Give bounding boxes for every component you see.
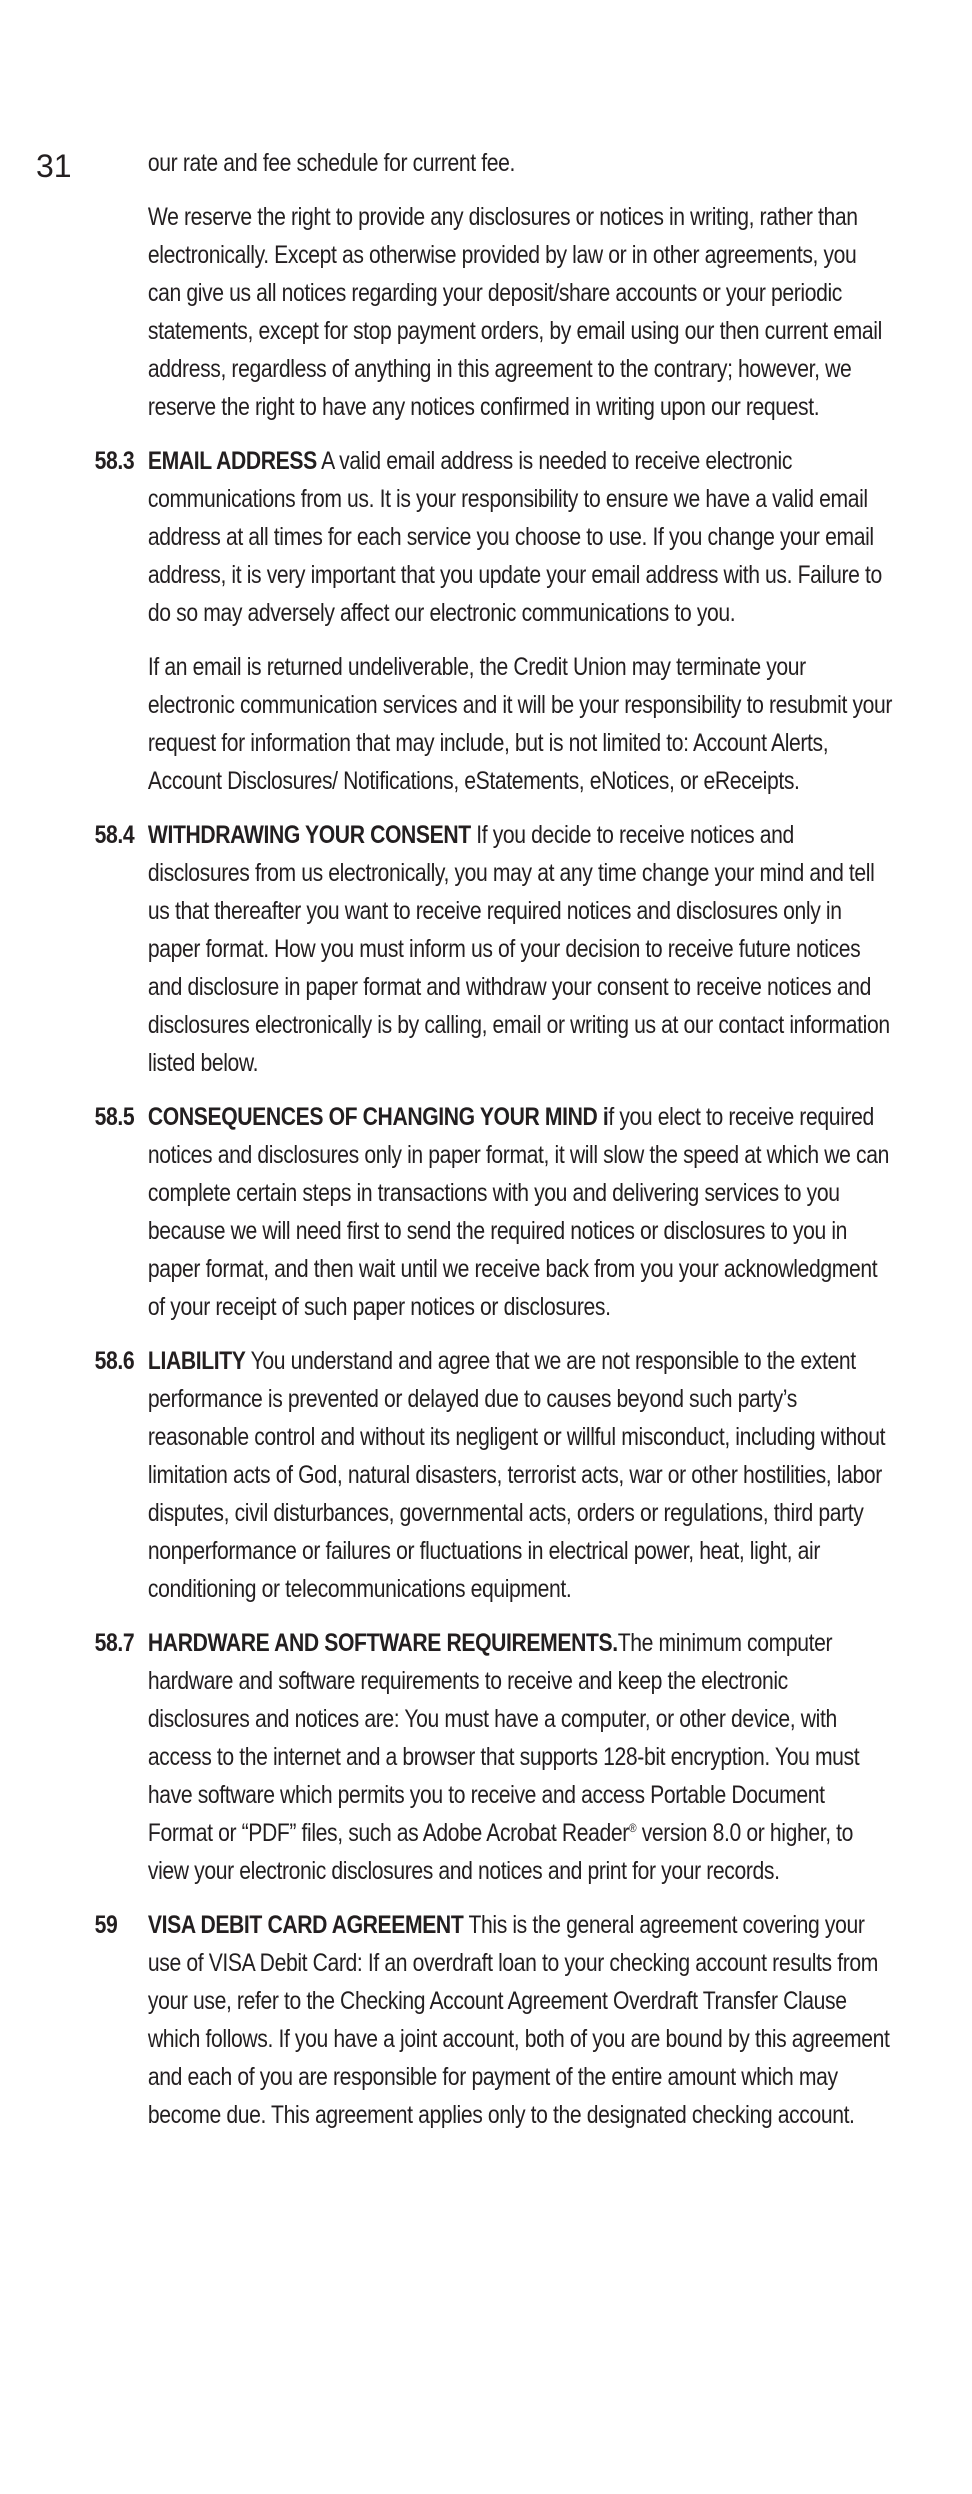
section-58-3-continued	[0, 649, 955, 801]
section-body: This is the general agreement covering your use of VISA Debit Card: If an overdraft loan to your checking account results from your use, refer to the Checking Account Agreement Overdraft Transfer Clause which follows. If you have a joint account, both of you are bound by this agreement and each of you are responsible for payment of the entire amount which may become due. This agreement applies only to the designated checking account.	[147, 1912, 890, 2129]
section-58-7	[0, 1625, 955, 1891]
section-number: 59	[94, 1912, 118, 1939]
section-58-4	[0, 817, 955, 1083]
section-number: 58.4	[94, 822, 135, 849]
intro-line: our rate and fee schedule for current fee.	[147, 150, 515, 177]
section-body: The minimum computer hardware and software requirements to receive and keep the electronic disclosures and notices are: You must have a computer, or other device, with access to the internet and a browser that supports 128-bit encryption. You must have software which permits you to receive and access Portable Document Format or “PDF” files, such as Adobe Acrobat Reader	[147, 1630, 860, 1847]
section-body: You understand and agree that we are not responsible to the extent performance is prevented or delayed due to causes beyond such party’s reasonable control and without its negligent or willful misconduct, including without limitation acts of God, natural disasters, terrorist acts, war or other hostilities, labor disputes, civil disturbances, governmental acts, orders or regulations, third party nonperformance or failures or fluctuations in electrical power, heat, light, air conditioning or telecommunications equipment.	[147, 1348, 886, 1603]
section-heading: CONSEQUENCES OF CHANGING YOUR MIND i	[147, 1104, 609, 1131]
section-text	[148, 1625, 893, 1891]
section-59	[0, 1907, 955, 2135]
section-text	[148, 1099, 893, 1327]
intro-text: We reserve the right to provide any disclosures or notices in writing, rather than electronically. Except as otherwise provided by law or in other agreements, you can give us all notices regarding your deposit/share accounts or your periodic statements, except for stop payment orders, by email using our then current email address, regardless of anything in this agreement to the contrary; however, we reserve the right to have any notices confirmed in writing upon our request.	[147, 204, 882, 421]
section-heading: HARDWARE AND SOFTWARE REQUIREMENTS.	[147, 1630, 618, 1657]
intro-continuation	[0, 145, 955, 183]
intro-paragraph	[0, 199, 955, 427]
section-extra-text: If an email is returned undeliverable, the Credit Union may terminate your electronic communication services and it will be your responsibility to resubmit your request for information that may include, but is not limited to: Account Alerts, Account Disclosures/ Notifications, eStatements, eNotices, or eReceipts.	[147, 654, 893, 795]
section-heading: LIABILITY	[147, 1348, 246, 1375]
section-heading: WITHDRAWING YOUR CONSENT	[147, 822, 471, 849]
section-number: 58.3	[94, 448, 135, 475]
section-body-continued: version 8.0 or higher, to view your electronic disclosures and notices and print for your records.	[147, 1820, 854, 1885]
section-number: 58.7	[94, 1630, 135, 1657]
document-body	[0, 145, 972, 2151]
section-text	[148, 443, 893, 633]
section-58-6	[0, 1343, 955, 1609]
page-number: 31	[36, 148, 72, 184]
section-text	[148, 1343, 893, 1609]
section-58-5	[0, 1099, 955, 1327]
section-text	[148, 817, 893, 1083]
registered-mark: ®	[628, 1820, 637, 1835]
section-body: f you elect to receive required notices and disclosures only in paper format, it will slow the speed at which we can complete certain steps in transactions with you and delivering services to you because we will need first to send the required notices or disclosures to you in paper format, and then wait until we receive back from you your acknowledgment of your receipt of such paper notices or disclosures.	[147, 1104, 889, 1321]
section-58-3	[0, 443, 955, 633]
section-text	[148, 1907, 893, 2135]
section-heading: VISA DEBIT CARD AGREEMENT	[147, 1912, 464, 1939]
section-body: If you decide to receive notices and disclosures from us electronically, you may at any time change your mind and tell us that thereafter you want to receive required notices and disclosures only in paper format. How you must inform us of your decision to receive future notices and disclosure in paper format and withdraw your consent to receive notices and disclosures electronically is by calling, email or writing us at our contact information listed below.	[147, 822, 890, 1077]
section-heading: EMAIL ADDRESS	[147, 448, 317, 475]
section-number: 58.6	[94, 1348, 135, 1375]
section-body: A valid email address is needed to receive electronic communications from us. It is your responsibility to ensure we have a valid email address at all times for each service you choose to use. If you change your email address, it is very important that you update your email address with us. Failure to do so may adversely affect our electronic communications to you.	[147, 448, 882, 627]
section-number: 58.5	[94, 1104, 135, 1131]
